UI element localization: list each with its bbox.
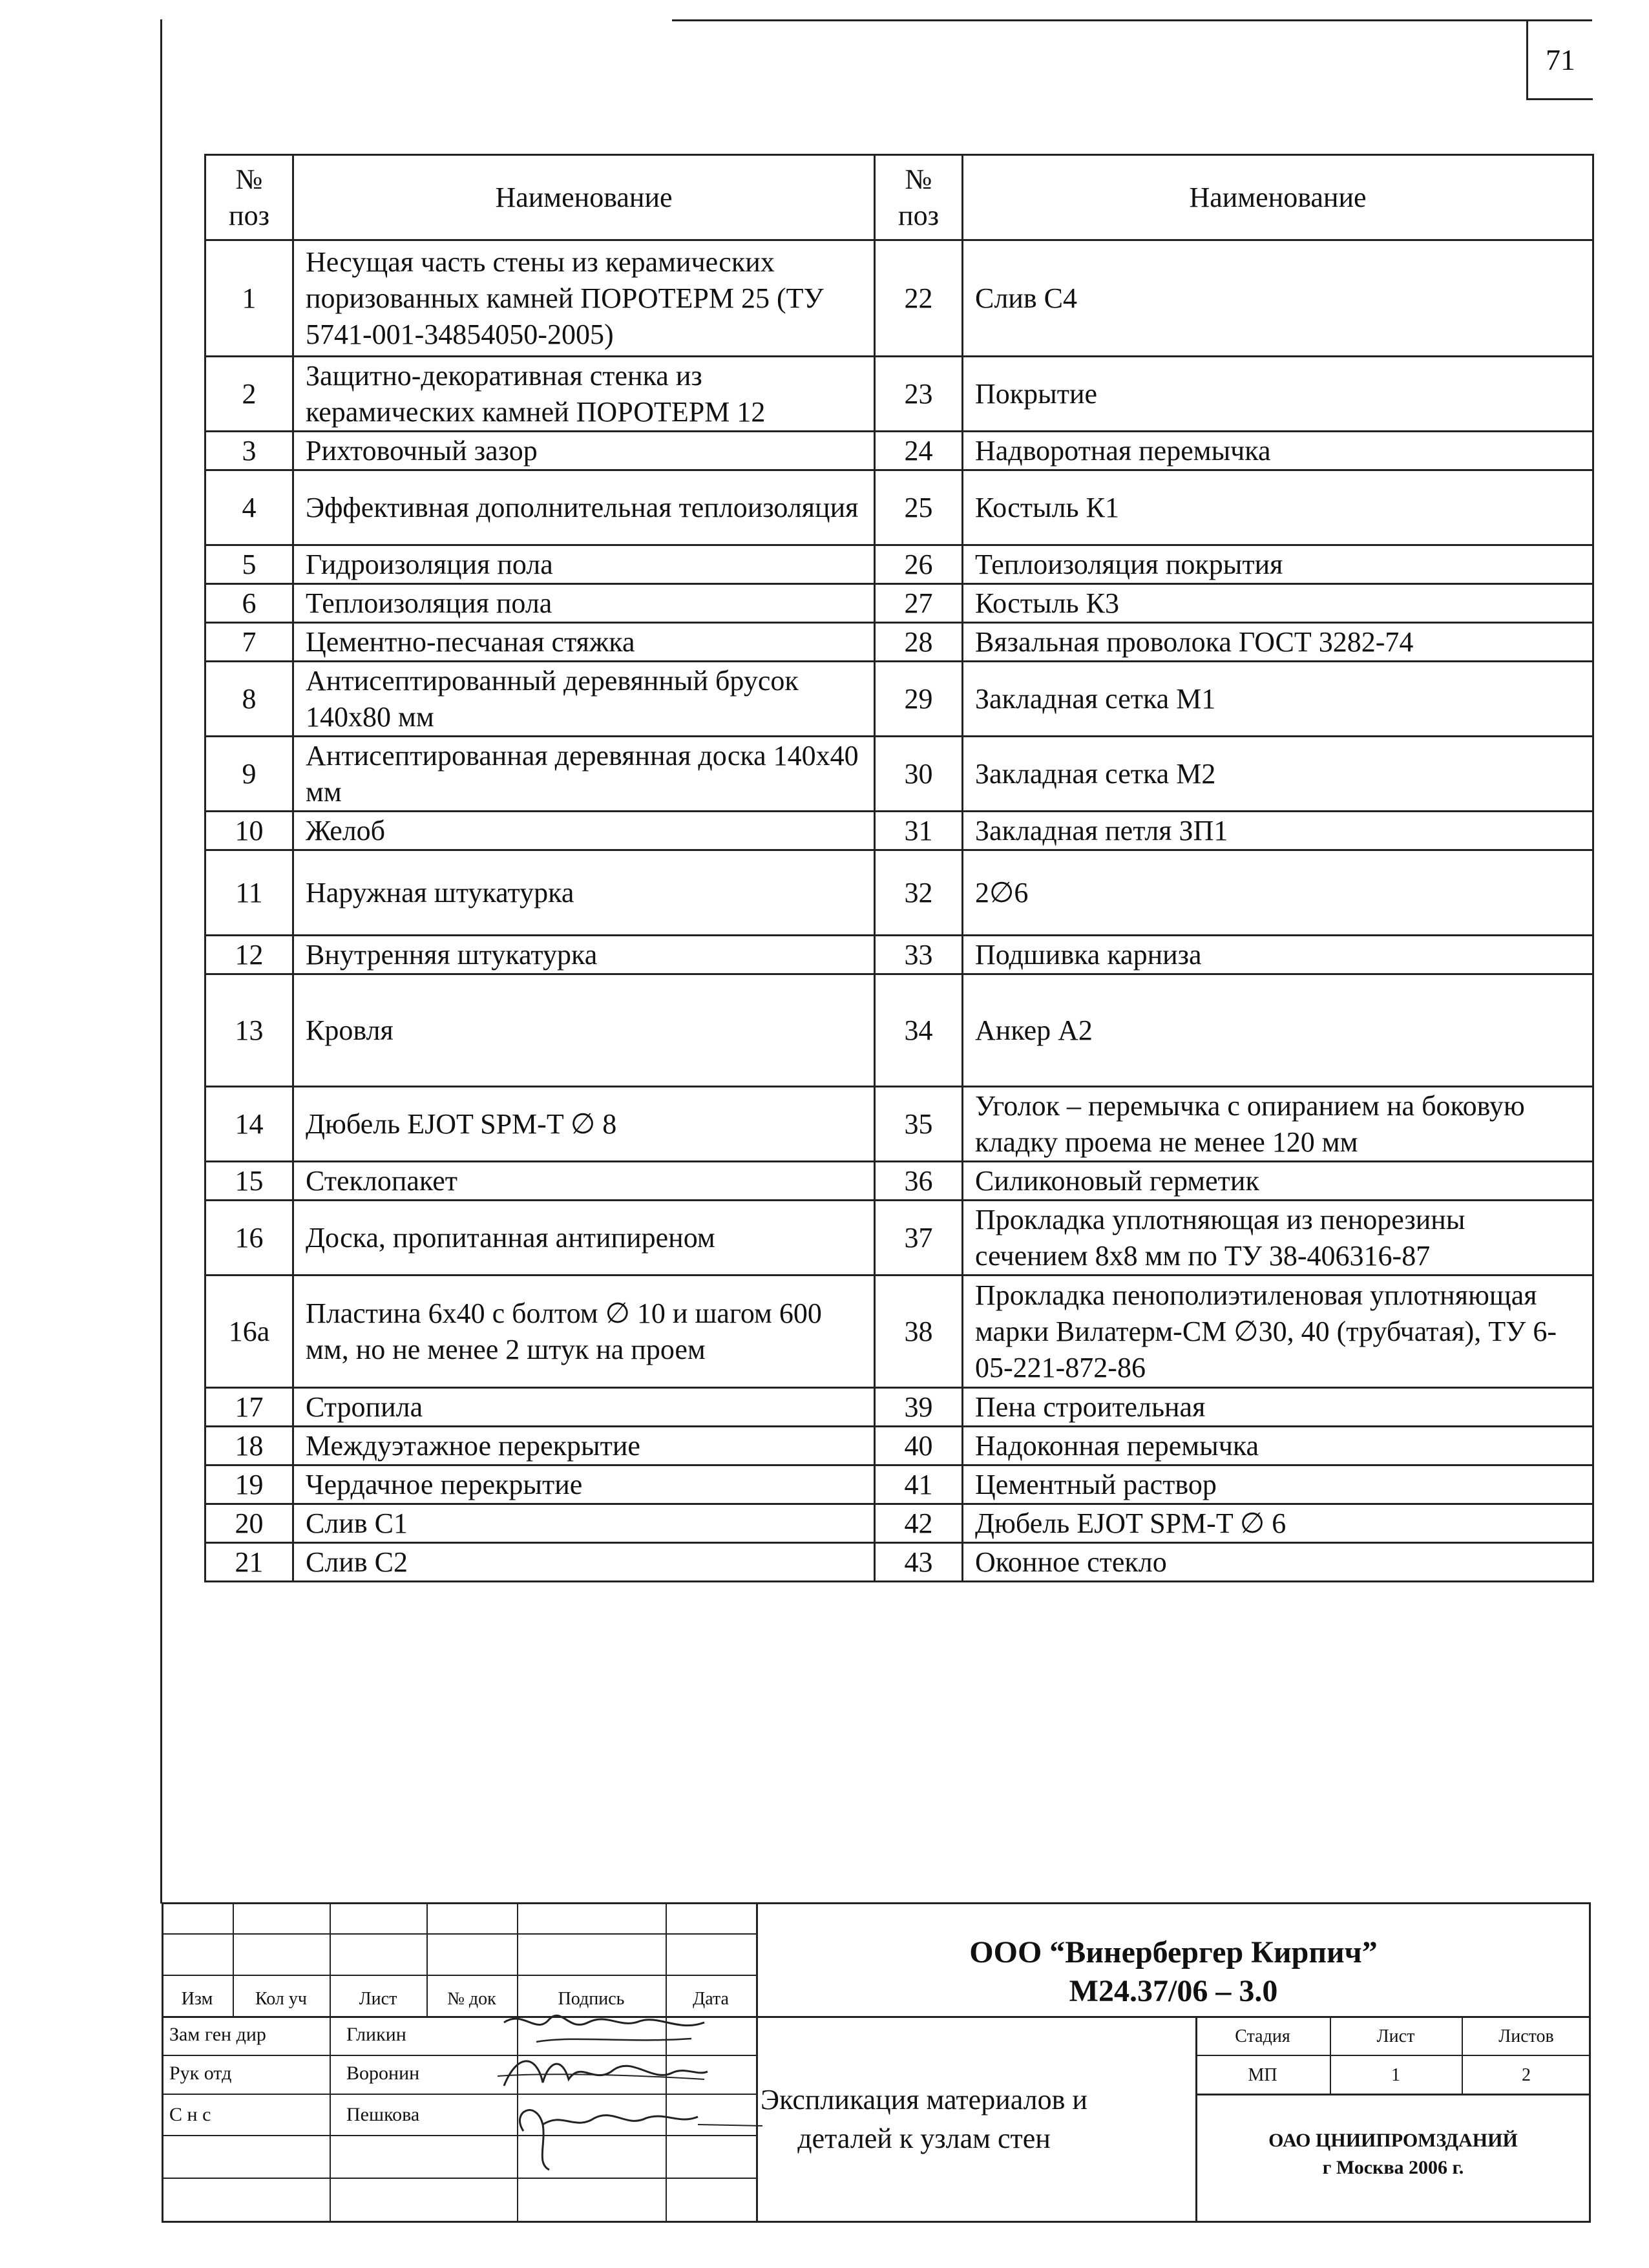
institute-city-year: г Москва 2006 г.: [1322, 2157, 1464, 2178]
item-name-left: Цементно-песчаная стяжка: [293, 623, 875, 662]
item-name-left: Теплоизоляция пола: [293, 584, 875, 623]
position-number-left: 18: [205, 1427, 293, 1465]
position-number-right: 41: [875, 1465, 963, 1504]
item-name-right: Костыль К1: [963, 470, 1593, 545]
tb-header-kol-uch: Кол уч: [255, 1989, 307, 2009]
position-number-right: 26: [875, 545, 963, 584]
tb-stage-h2: [1195, 2094, 1591, 2095]
position-number-right: 32: [875, 850, 963, 936]
signature-peshkova: [498, 2086, 769, 2176]
item-name-right: Закладная сетка М2: [963, 737, 1593, 812]
item-name-right: Надоконная перемычка: [963, 1427, 1593, 1465]
item-name-left: Слив С1: [293, 1504, 875, 1543]
stage-value-sheets: 2: [1522, 2065, 1531, 2085]
organization-name: ООО “Винербергер Кирпич”: [969, 1935, 1378, 1969]
table-row: [205, 850, 1593, 936]
stage-header-sheet: Лист: [1376, 2026, 1415, 2046]
position-number-left: 13: [205, 974, 293, 1087]
item-name-left: Слив С2: [293, 1543, 875, 1582]
position-number-left: 10: [205, 812, 293, 850]
item-name-right: Вязальная проволока ГОСТ 3282-74: [963, 623, 1593, 662]
item-name-left: Защитно-декоративная стенка из керамических камней ПОРОТЕРМ 12: [293, 357, 875, 432]
item-name-right: Теплоизоляция покрытия: [963, 545, 1593, 584]
item-name-left: Гидроизоляция пола: [293, 545, 875, 584]
position-number-left: 6: [205, 584, 293, 623]
organization-heading: [756, 1933, 1591, 2011]
item-name-right: Анкер А2: [963, 974, 1593, 1087]
item-name-right: Силиконовый герметик: [963, 1162, 1593, 1201]
position-number-right: 29: [875, 662, 963, 737]
item-name-left: Доска, пропитанная антипиреном: [293, 1201, 875, 1276]
position-number-left: 12: [205, 936, 293, 974]
position-number-left: 11: [205, 850, 293, 936]
table-row: [205, 584, 1593, 623]
item-name-left: Междуэтажное перекрытие: [293, 1427, 875, 1465]
item-name-left: Стропила: [293, 1388, 875, 1427]
position-number-right: 24: [875, 432, 963, 470]
item-name-right: Прокладка пенополиэтиленовая уплотняющая марки Вилатерм-СМ ∅30, 40 (трубчатая), ТУ 6-05-221-872-86: [963, 1276, 1593, 1388]
position-number-left: 15: [205, 1162, 293, 1201]
position-number-left: 16а: [205, 1276, 293, 1388]
stage-header-stage: Стадия: [1235, 2026, 1290, 2046]
institute-name: ОАО ЦНИИПРОМЗДАНИЙ: [1268, 2130, 1518, 2151]
item-name-left: Кровля: [293, 974, 875, 1087]
table-row: [205, 974, 1593, 1087]
tb-line-7: [162, 2178, 756, 2179]
table-row: [205, 357, 1593, 432]
table-row: [205, 1427, 1593, 1465]
item-name-right: Прокладка уплотняющая из пенорезины сечением 8х8 мм по ТУ 38-406316-87: [963, 1201, 1593, 1276]
tb-header-date: Дата: [693, 1989, 729, 2009]
item-name-left: Эффективная дополнительная теплоизоляция: [293, 470, 875, 545]
item-name-right: 2∅6: [963, 850, 1593, 936]
position-number-left: 17: [205, 1388, 293, 1427]
document-title: Экспликация материалов и деталей к узлам стен: [761, 2084, 1087, 2154]
item-name-left: Стеклопакет: [293, 1162, 875, 1201]
item-name-right: Уголок – перемычка с опиранием на боковую кладку проема не менее 120 мм: [963, 1087, 1593, 1162]
tb-header-doc: № док: [447, 1989, 496, 2009]
role-department-head: Рук отд: [169, 2063, 232, 2084]
position-number-left: 14: [205, 1087, 293, 1162]
table-row: [205, 1504, 1593, 1543]
tb-col-2: [330, 1902, 331, 2223]
position-number-right: 22: [875, 240, 963, 357]
item-name-left: Несущая часть стены из керамических поризованных камней ПОРОТЕРМ 25 (ТУ 5741-001-34854050-2005): [293, 240, 875, 357]
position-number-right: 25: [875, 470, 963, 545]
item-name-right: Слив С4: [963, 240, 1593, 357]
item-name-right: Пена строительная: [963, 1388, 1593, 1427]
header-name-left: Наименование: [293, 155, 875, 240]
item-name-right: Покрытие: [963, 357, 1593, 432]
position-number-left: 1: [205, 240, 293, 357]
item-name-right: Костыль К3: [963, 584, 1593, 623]
table-row: [205, 470, 1593, 545]
name-deputy-director: Гликин: [346, 2024, 406, 2045]
item-name-right: Дюбель EJOT SPM-T ∅ 6: [963, 1504, 1593, 1543]
tb-stage-left: [1195, 2016, 1197, 2223]
tb-line-3: [162, 2016, 1591, 2018]
tb-header-list: Лист: [359, 1989, 397, 2009]
position-number-right: 37: [875, 1201, 963, 1276]
item-name-left: Пластина 6х40 с болтом ∅ 10 и шагом 600 мм, но не менее 2 штук на проем: [293, 1276, 875, 1388]
item-name-right: Цементный раствор: [963, 1465, 1593, 1504]
position-number-right: 39: [875, 1388, 963, 1427]
position-number-left: 16: [205, 1201, 293, 1276]
table-row: [205, 545, 1593, 584]
page-number: 71: [1546, 43, 1575, 76]
table-row: [205, 1465, 1593, 1504]
header-num-right: № поз: [875, 155, 963, 240]
item-name-right: Закладная сетка М1: [963, 662, 1593, 737]
position-number-left: 9: [205, 737, 293, 812]
position-number-left: 8: [205, 662, 293, 737]
table-row: [205, 936, 1593, 974]
position-number-right: 28: [875, 623, 963, 662]
position-number-right: 36: [875, 1162, 963, 1201]
position-number-right: 34: [875, 974, 963, 1087]
table-row: [205, 1087, 1593, 1162]
left-margin-line: [160, 19, 162, 1904]
document-code: М24.37/06 – 3.0: [1069, 1974, 1278, 2008]
item-name-right: Надворотная перемычка: [963, 432, 1593, 470]
position-number-right: 33: [875, 936, 963, 974]
tb-header-izm: Изм: [181, 1989, 213, 2009]
item-name-left: Наружная штукатурка: [293, 850, 875, 936]
stage-value-stage: МП: [1248, 2065, 1277, 2085]
table-header-row: [205, 155, 1593, 240]
page-number-box: [1526, 19, 1593, 100]
position-number-left: 5: [205, 545, 293, 584]
position-number-right: 40: [875, 1427, 963, 1465]
table-row: [205, 1162, 1593, 1201]
name-department-head: Воронин: [346, 2063, 420, 2084]
header-name-right: Наименование: [963, 155, 1593, 240]
position-number-right: 43: [875, 1543, 963, 1582]
position-number-right: 38: [875, 1276, 963, 1388]
top-border-line: [672, 19, 1592, 21]
item-name-left: Желоб: [293, 812, 875, 850]
header-num-left: № поз: [205, 155, 293, 240]
table-row: [205, 1388, 1593, 1427]
table-row: [205, 1543, 1593, 1582]
position-number-left: 3: [205, 432, 293, 470]
role-senior-researcher: С н с: [169, 2104, 211, 2125]
position-number-right: 35: [875, 1087, 963, 1162]
item-name-right: Закладная петля ЗП1: [963, 812, 1593, 850]
item-name-left: Дюбель EJOT SPM-T ∅ 8: [293, 1087, 875, 1162]
position-number-right: 42: [875, 1504, 963, 1543]
materials-table: [204, 154, 1594, 1582]
table-row: [205, 240, 1593, 357]
position-number-left: 21: [205, 1543, 293, 1582]
stage-value-sheet: 1: [1391, 2065, 1400, 2085]
position-number-right: 31: [875, 812, 963, 850]
table-row: [205, 623, 1593, 662]
table-row: [205, 1201, 1593, 1276]
item-name-left: Антисептированный деревянный брусок 140х80 мм: [293, 662, 875, 737]
table-row: [205, 432, 1593, 470]
position-number-left: 2: [205, 357, 293, 432]
item-name-right: Оконное стекло: [963, 1543, 1593, 1582]
table-row: [205, 662, 1593, 737]
item-name-left: Внутренняя штукатурка: [293, 936, 875, 974]
position-number-right: 27: [875, 584, 963, 623]
tb-header-signature: Подпись: [558, 1989, 625, 2009]
item-name-right: Подшивка карниза: [963, 936, 1593, 974]
position-number-right: 30: [875, 737, 963, 812]
item-name-left: Рихтовочный зазор: [293, 432, 875, 470]
position-number-left: 4: [205, 470, 293, 545]
item-name-left: Антисептированная деревянная доска 140х40 мм: [293, 737, 875, 812]
role-deputy-director: Зам ген дир: [169, 2024, 266, 2045]
position-number-left: 20: [205, 1504, 293, 1543]
tb-line-2: [162, 1975, 756, 1976]
stage-header-sheets: Листов: [1498, 2026, 1554, 2046]
item-name-left: Чердачное перекрытие: [293, 1465, 875, 1504]
position-number-left: 7: [205, 623, 293, 662]
name-senior-researcher: Пешкова: [346, 2104, 420, 2125]
table-row: [205, 1276, 1593, 1388]
institute-block: [1195, 2127, 1591, 2181]
position-number-left: 19: [205, 1465, 293, 1504]
position-number-right: 23: [875, 357, 963, 432]
tb-stage-h1: [1195, 2055, 1591, 2056]
tb-line-1: [162, 1933, 756, 1935]
table-row: [205, 737, 1593, 812]
table-row: [205, 812, 1593, 850]
